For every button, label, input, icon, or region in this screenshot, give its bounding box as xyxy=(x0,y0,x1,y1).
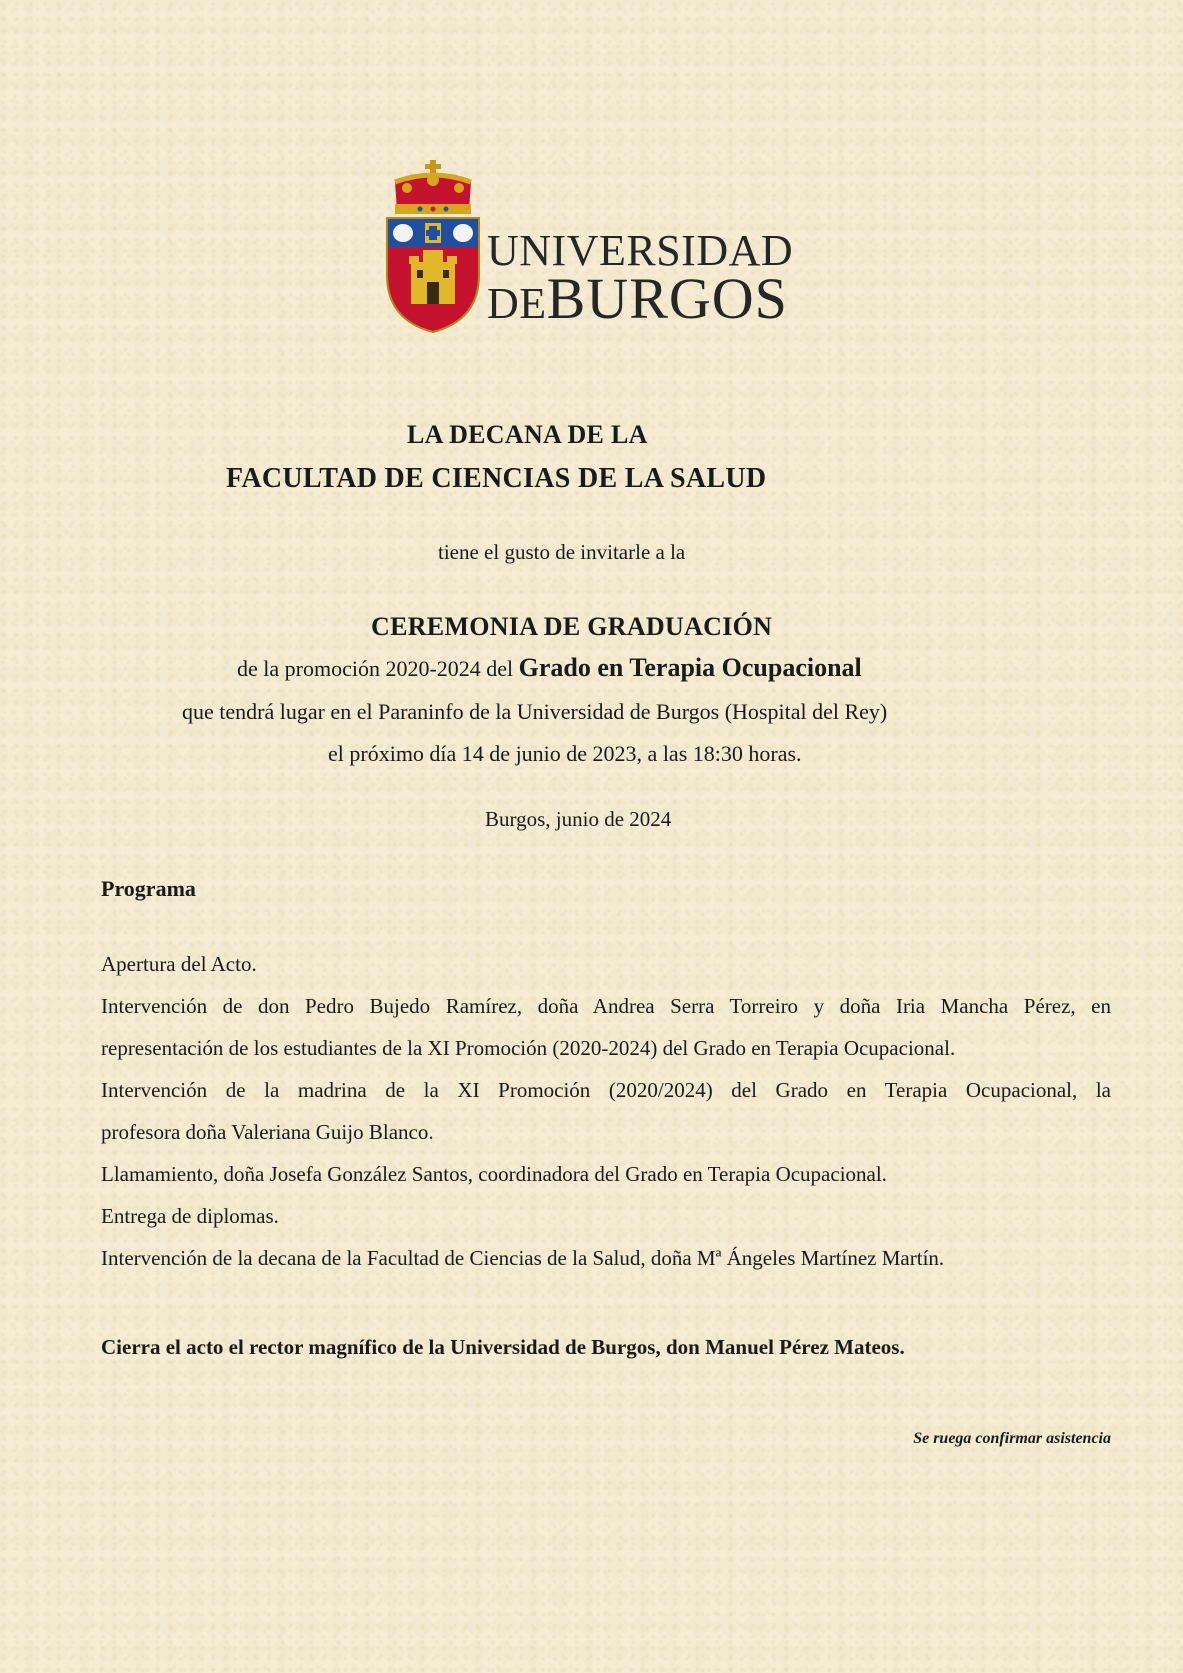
logo-wordmark-burgos: BURGOS xyxy=(546,266,788,331)
program-title: Programa xyxy=(101,876,196,901)
program-item-madrina-1: Intervención de la madrina de la XI Promoción (2020/2024) del Grado en Terapia Ocupacional, la xyxy=(101,1078,1111,1102)
university-logo xyxy=(383,160,823,335)
program-item-madrina-2: profesora doña Valeriana Guijo Blanco. xyxy=(101,1120,434,1144)
rsvp-note: Se ruega confirmar asistencia xyxy=(913,1430,1111,1447)
place-date: Burgos, junio de 2024 xyxy=(485,807,672,831)
datetime-line: el próximo día 14 de junio de 2023, a las 18:30 horas. xyxy=(328,741,802,766)
venue-line: que tendrá lugar en el Paraninfo de la Universidad de Burgos (Hospital del Rey) xyxy=(182,699,888,724)
program-list xyxy=(101,943,1111,1279)
degree-name: Grado en Terapia Ocupacional xyxy=(518,653,862,682)
logo-wordmark-line2 xyxy=(487,265,788,332)
coat-of-arms-icon xyxy=(383,160,483,335)
program-item-students-1: Intervención de don Pedro Bujedo Ramírez, doña Andrea Serra Torreiro y doña Iria Mancha Pérez, en xyxy=(101,994,1111,1018)
promotion-prefix: de la promoción 2020-2024 del xyxy=(237,656,514,681)
page-title: FACULTAD DE CIENCIAS DE LA SALUD xyxy=(226,463,767,494)
logo-wordmark-line1: UNIVERSIDAD xyxy=(487,226,794,275)
program-item-dean: Intervención de la decana de la Facultad de Ciencias de la Salud, doña Mª Ángeles Martínez Martín. xyxy=(101,1246,945,1270)
ceremony-title: CEREMONIA DE GRADUACIÓN xyxy=(371,612,773,641)
invitation-intro: tiene el gusto de invitarle a la xyxy=(438,540,686,564)
program-item-students-2: representación de los estudiantes de la XI Promoción (2020-2024) del Grado en Terapia Ocupacional. xyxy=(101,1036,956,1060)
header-subtitle: LA DECANA DE LA xyxy=(407,420,648,449)
program-item-llamamiento: Llamamiento, doña Josefa González Santos, coordinadora del Grado en Terapia Ocupacional. xyxy=(101,1162,887,1186)
program-item-opening: Apertura del Acto. xyxy=(101,952,257,976)
closing-statement: Cierra el acto el rector magnífico de la Universidad de Burgos, don Manuel Pérez Mateos. xyxy=(101,1335,905,1359)
program-item-diplomas: Entrega de diplomas. xyxy=(101,1204,279,1228)
logo-wordmark-de: DE xyxy=(487,279,547,328)
promotion-line xyxy=(237,653,862,683)
